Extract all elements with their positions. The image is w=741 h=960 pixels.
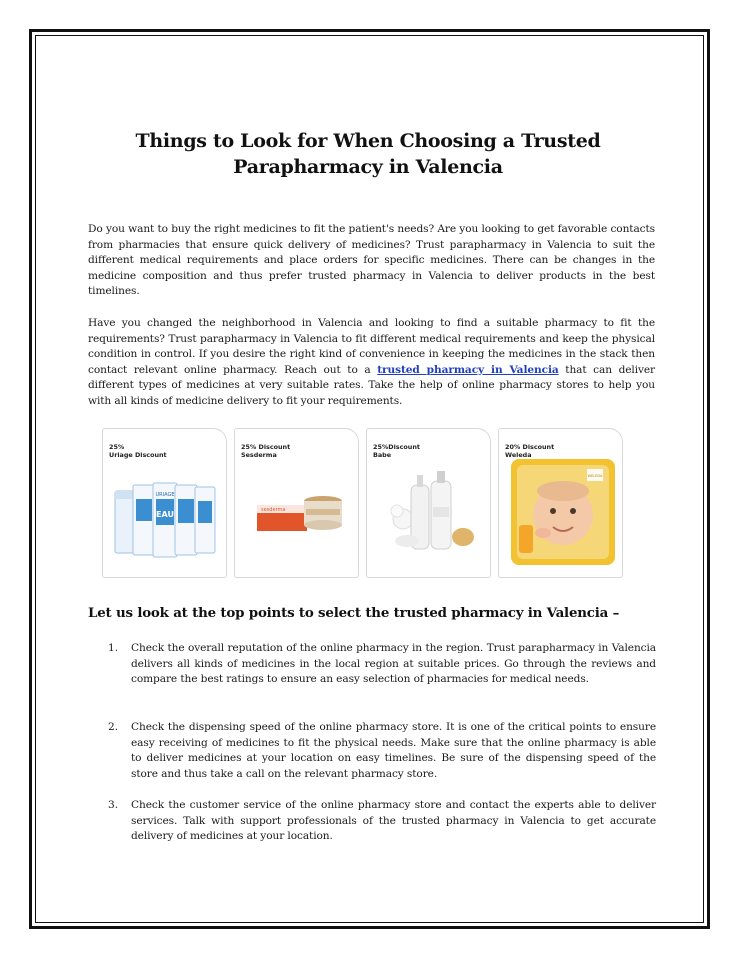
product-banner bbox=[102, 428, 628, 580]
product-card-label: 20% Discount Weleda bbox=[505, 443, 555, 459]
section-heading: Let us look at the top points to select the trusted pharmacy in Valencia – bbox=[88, 605, 620, 621]
product-card-label: 25% Uriage Discount bbox=[109, 443, 167, 459]
product-card-label: 25% Discount Sesderma bbox=[241, 443, 291, 459]
product-card-uriage bbox=[102, 428, 227, 578]
product-card-sesderma bbox=[234, 428, 359, 578]
sesderma-brand-text: sesderma bbox=[261, 507, 286, 513]
product-card-label: 25%Discount Babe bbox=[373, 443, 420, 459]
product-card-weleda bbox=[498, 428, 623, 578]
list-text: Check the dispensing speed of the online pharmacy store. It is one of the critical points to ensure easy receiving of medicines to fit the physical needs. Make sure that the online pharmacy is able to deliver medicines at your location on easy timelines. Be sure of the dispensing speed of the store and thus take a call on the relevant pharmacy store. bbox=[131, 721, 656, 780]
page-title bbox=[88, 128, 648, 180]
list-number: 3. bbox=[108, 799, 119, 811]
uriage-brand-text: URIAGE bbox=[155, 492, 175, 498]
uriage-product-text: EAU bbox=[156, 510, 174, 519]
trusted-pharmacy-link[interactable]: trusted pharmacy in Valencia bbox=[377, 363, 559, 376]
paragraph-text: that can deliver different types of medicines at very suitable rates. Take the help of online pharmacy stores to help you with all kinds of medicine delivery to fit your requirements. bbox=[88, 363, 656, 407]
product-card-babe bbox=[366, 428, 491, 578]
list-text: Check the overall reputation of the online pharmacy in the region. Trust parapharmacy in Valencia delivers all kinds of medicines in the local region at suitable prices. Go through the reviews and compare the best ratings to ensure an easy selection of pharmacies for medical needs. bbox=[131, 642, 656, 685]
list-number: 1. bbox=[108, 642, 119, 654]
intro-paragraph: Do you want to buy the right medicines to fit the patient's needs? Are you looking to get favorable contacts from pharmacies that ensure quick delivery of medicines? Trust parapharmacy in Valencia to suit the different medical requirements and place orders for specific medicines. There can be changes in the medicine composition and thus prefer trusted pharmacy in Valencia to deliver products in the best timelines. bbox=[88, 223, 655, 297]
title-line-1: Things to Look for When Choosing a Trusted bbox=[135, 130, 601, 152]
weleda-brand-text: WELEDA bbox=[587, 474, 603, 478]
title-line-2: Parapharmacy in Valencia bbox=[233, 156, 503, 178]
list-text: Check the customer service of the online pharmacy store and contact the experts able to deliver services. Talk with support professionals of the trusted pharmacy in Valencia to get accurate delivery of medicines at your location. bbox=[131, 799, 656, 842]
list-number: 2. bbox=[108, 721, 119, 733]
paragraph-text: Have you changed the neighborhood in Valencia and looking to find a suitable pharmacy to fit the requirements? Trust parapharmacy in Valencia to fit different medical requirements and keep the physical condition in control. If you desire the right kind of convenience in keeping the medicines in the stack then contact relevant online pharmacy. Reach out to a bbox=[88, 317, 655, 376]
second-paragraph bbox=[88, 316, 655, 409]
